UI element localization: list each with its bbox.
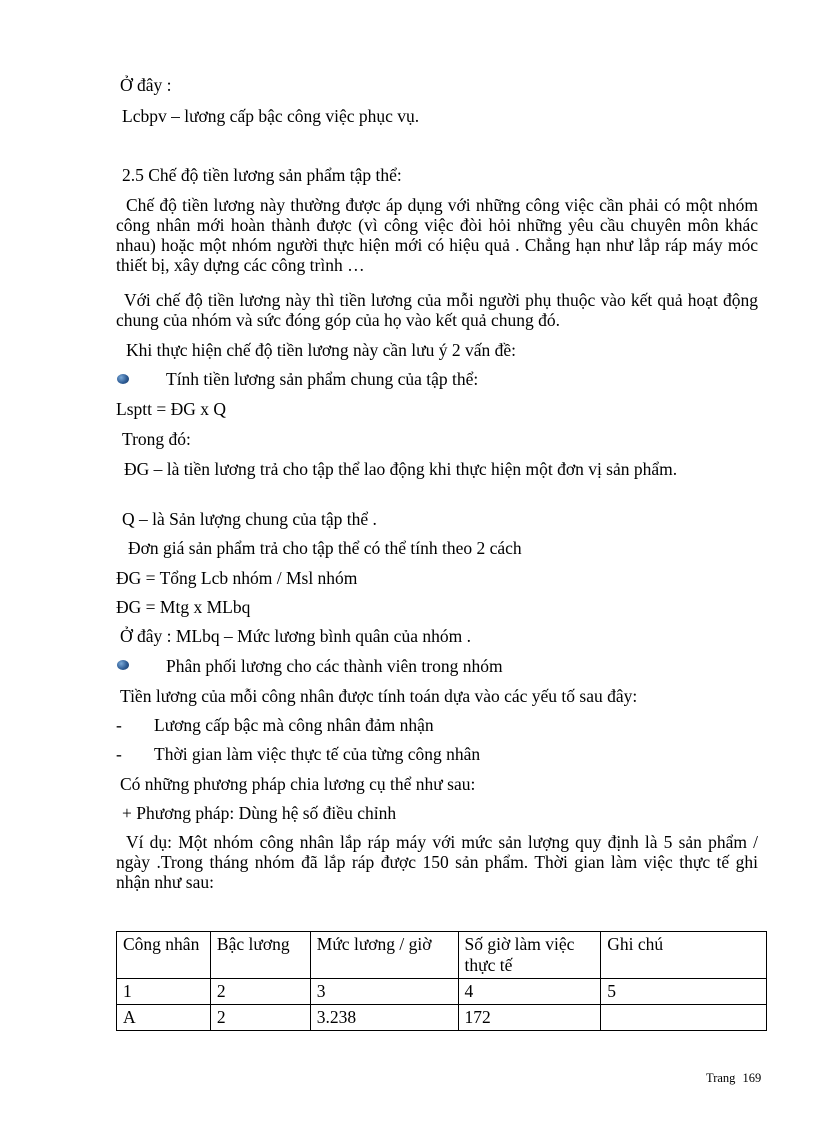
- section-heading: 2.5 Chế độ tiền lương sản phẩm tập thể:: [122, 165, 402, 185]
- table-row: [117, 979, 767, 1005]
- table-header-row: [117, 932, 767, 979]
- paragraph-group-wage-intro: Chế độ tiền lương này thường được áp dụng với những công việc cần phải có một nhóm công nhân mới hoàn thành được (vì công việc đòi hỏi những yêu cầu chuyên môn khác nhau) hoặc một nhóm người thực hiện mới có hiệu quả . Chẳng hạn như lắp ráp máy móc thiết bị, xây dựng các công trình …: [116, 195, 758, 275]
- dash-marker: -: [116, 715, 122, 735]
- dg-definition: ĐG – là tiền lương trả cho tập thể lao động khi thực hiện một đơn vị sản phẩm.: [124, 459, 678, 479]
- table-cell: 172: [458, 1005, 601, 1031]
- table-header-cell: Mức lương / giờ: [310, 932, 458, 979]
- table-cell: 4: [458, 979, 601, 1005]
- table-row: [117, 1005, 767, 1031]
- method-adjustment-coefficient: + Phương pháp: Dùng hệ số điều chỉnh: [122, 803, 397, 823]
- formula-dg-2: ĐG = Mtg x MLbq: [116, 597, 251, 617]
- trong-do-label: Trong đó:: [122, 429, 191, 449]
- table-cell: 1: [117, 979, 211, 1005]
- bullet-collective-wage: Tính tiền lương sản phẩm chung của tập thể:: [166, 369, 479, 389]
- example-paragraph: Ví dụ: Một nhóm công nhân lắp ráp máy với mức sản lượng quy định là 5 sản phẩm / ngày .Trong tháng nhóm đã lắp ráp được 150 sản phẩm. Thời gian làm việc thực tế ghi nhận như sau:: [116, 832, 758, 892]
- table-cell: A: [117, 1005, 211, 1031]
- factor-actual-time: Thời gian làm việc thực tế của từng công nhân: [154, 744, 481, 764]
- table-cell: 5: [601, 979, 767, 1005]
- page-footer: [706, 1071, 761, 1086]
- table-cell: 2: [210, 1005, 310, 1031]
- page-label: Trang: [706, 1071, 736, 1085]
- factor-grade-wage: Lương cấp bậc mà công nhân đảm nhận: [154, 715, 434, 735]
- worker-hours-table: [116, 931, 767, 1031]
- paragraph-group-wage-dependency: Với chế độ tiền lương này thì tiền lương của mỗi người phụ thuộc vào kết quả hoạt động chung của nhóm và sức đóng góp của họ vào kết quả chung đó.: [116, 290, 758, 330]
- formula-lsptt: Lsptt = ĐG x Q: [116, 399, 227, 419]
- factors-intro: Tiền lương của mỗi công nhân được tính toán dựa vào các yếu tố sau đây:: [120, 686, 638, 706]
- table-cell: 3: [310, 979, 458, 1005]
- table-cell: 3.238: [310, 1005, 458, 1031]
- formula-dg-1: ĐG = Tổng Lcb nhóm / Msl nhóm: [116, 568, 358, 588]
- q-definition: Q – là Sản lượng chung của tập thể .: [122, 509, 377, 529]
- bullet-distribution: Phân phối lương cho các thành viên trong nhóm: [166, 656, 503, 676]
- bullet-icon: [117, 660, 129, 670]
- bullet-icon: [117, 374, 129, 384]
- table-header-cell: Công nhân: [117, 932, 211, 979]
- unit-price-methods: Đơn giá sản phẩm trả cho tập thể có thể tính theo 2 cách: [128, 538, 522, 558]
- lcbpv-definition: Lcbpv – lương cấp bậc công việc phục vụ.: [122, 106, 420, 126]
- table-cell: 2: [210, 979, 310, 1005]
- two-issues-note: Khi thực hiện chế độ tiền lương này cần lưu ý 2 vấn đề:: [126, 340, 517, 360]
- table-header-cell: Ghi chú: [601, 932, 767, 979]
- dash-marker: -: [116, 744, 122, 764]
- table-cell: [601, 1005, 767, 1031]
- table-header-cell: Bậc lương: [210, 932, 310, 979]
- methods-intro: Có những phương pháp chia lương cụ thể như sau:: [120, 774, 476, 794]
- page-number: 169: [742, 1071, 762, 1085]
- table-header-cell: Số giờ làm việc thực tế: [458, 932, 601, 979]
- mlbq-definition: Ở đây : MLbq – Mức lương bình quân của nhóm .: [120, 626, 471, 646]
- o-day-line: Ở đây :: [120, 75, 172, 95]
